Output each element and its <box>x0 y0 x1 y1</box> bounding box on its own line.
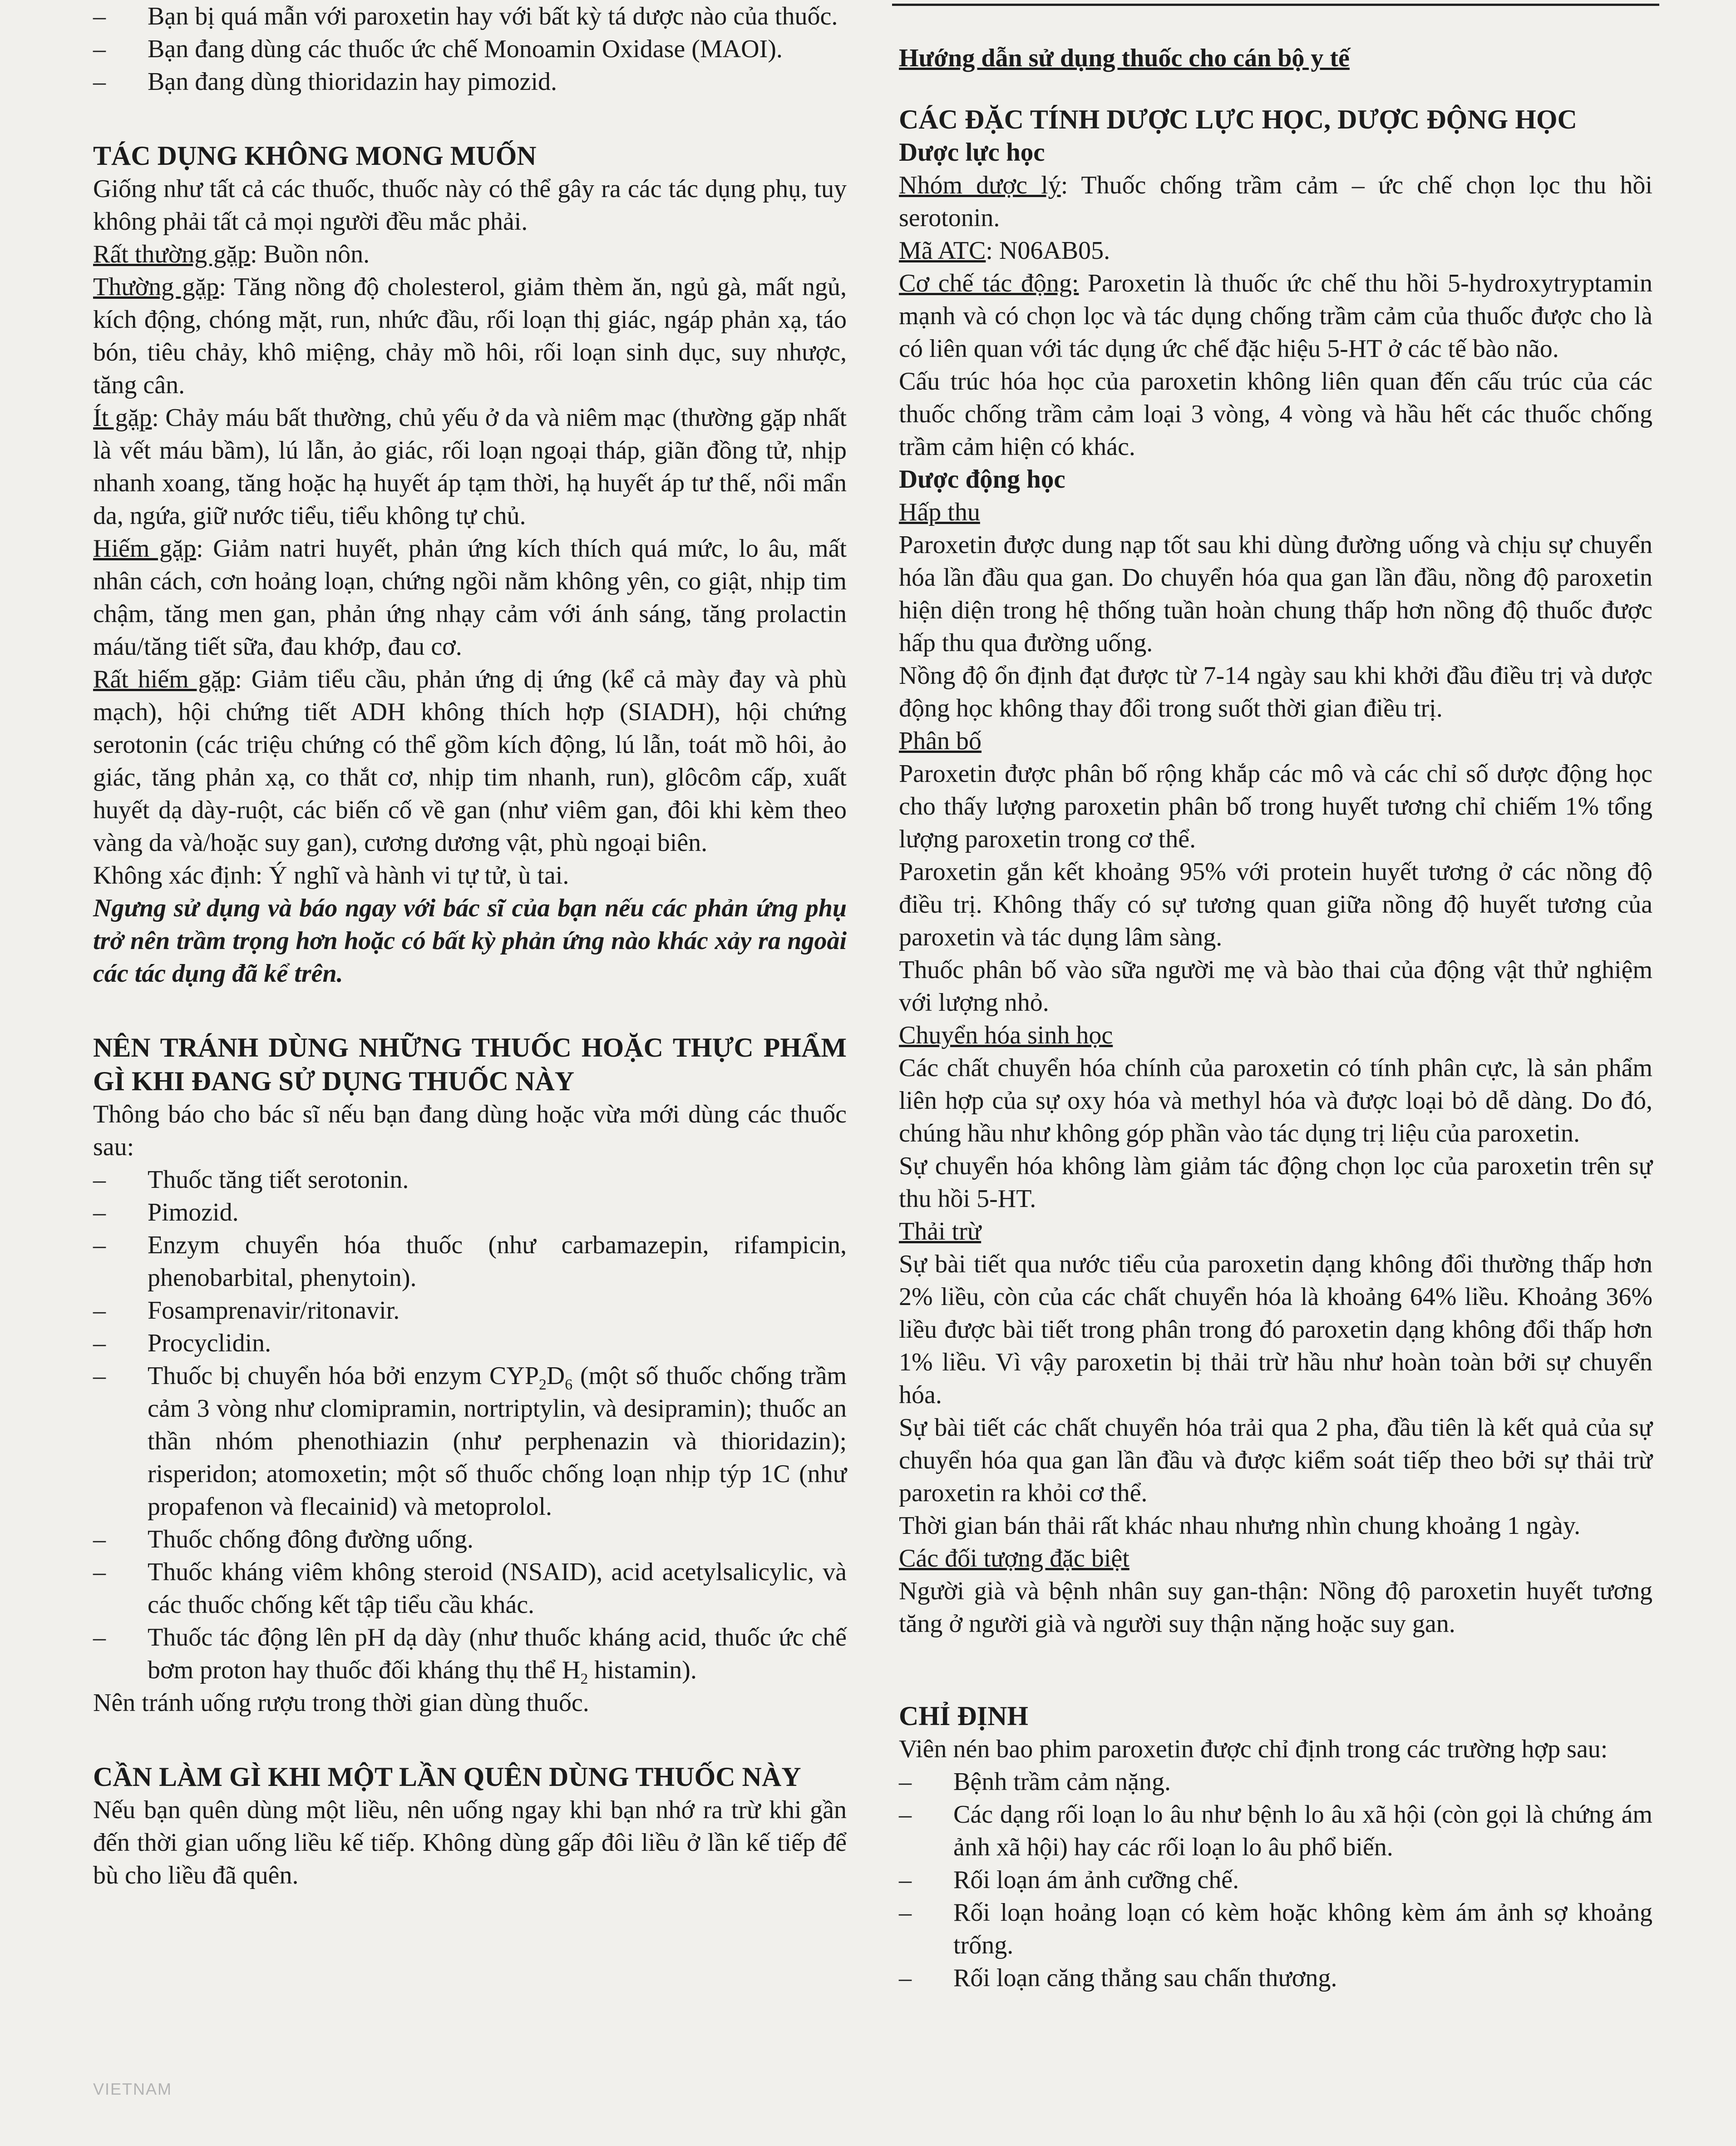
atc-code: Mã ATC: N06AB05. <box>899 237 1110 265</box>
structure-note: Cấu trúc hóa học của paroxetin không liên quan đến cấu trúc của các thuốc chống trầm cảm loại 3 vòng, 4 vòng và hầu hết các thuốc chống trầm cảm hiện có khác. <box>899 367 1652 461</box>
properties-title: CÁC ĐẶC TÍNH DƯỢC LỰC HỌC, DƯỢC ĐỘNG HỌC <box>899 104 1577 134</box>
metabolism-label: Chuyển hóa sinh học <box>899 1021 1113 1049</box>
missed-dose-text: Nếu bạn quên dùng một liều, nên uống ngay khi bạn nhớ ra trừ khi gần đến thời gian uống liều kế tiếp. Không dùng gấp đôi liều ở lần kế tiếp để bù cho liều đã quên. <box>93 1796 847 1889</box>
missed-dose-title: CẦN LÀM GÌ KHI MỘT LẦN QUÊN DÙNG THUỐC NÀY <box>93 1762 801 1792</box>
list-item: – Rối loạn hoảng loạn có kèm hoặc không kèm ám ảnh sợ khoảng trống. <box>899 1899 1652 1959</box>
uncommon-effects: Ít gặp: Chảy máu bất thường, chủ yếu ở da và niêm mạc (thường gặp nhất là vết máu bầm), lú lẫn, ảo giác, rối loạn ngoại tháp, giãn đồng tử, nhịp nhanh xoang, tăng hoặc hạ huyết áp tạm thời, hạ huyết áp tư thế, nổi mẩn da, ngứa, giữ nước tiểu, tiểu không tự chủ. <box>93 404 847 530</box>
professional-header: Hướng dẫn sử dụng thuốc cho cán bộ y tế <box>899 44 1350 72</box>
metabolism-text: Các chất chuyển hóa chính của paroxetin có tính phân cực, là sản phẩm liên hợp của sự oxy hóa và methyl hóa và được loại bỏ dễ dàng. Do đó, chúng hầu như không góp phần vào tác dụng trị liệu của paroxetin. <box>899 1054 1652 1147</box>
metabolism-text: Sự chuyển hóa không làm giảm tác động chọn lọc của paroxetin trên sự thu hồi 5-HT. <box>899 1152 1652 1213</box>
pharmacodynamics-title: Dược lực học <box>899 138 1045 167</box>
list-item: – Thuốc tác động lên pH dạ dày (như thuốc kháng acid, thuốc ức chế bơm proton hay thuốc đối kháng thụ thể $H_2$ histamin). <box>93 1623 847 1688</box>
very-common-effects: Rất thường gặp: Buồn nôn. <box>93 240 370 268</box>
unknown-effects: Không xác định: Ý nghĩ và hành vi tự tử, ù tai. <box>93 861 569 890</box>
list-item: – Procyclidin. <box>93 1329 271 1357</box>
indications-intro: Viên nén bao phim paroxetin được chỉ định trong các trường hợp sau: <box>899 1735 1608 1763</box>
list-item: – Rối loạn căng thẳng sau chấn thương. <box>899 1964 1337 1992</box>
pharmacokinetics-title: Dược động học <box>899 465 1065 494</box>
stop-warning: Ngưng sử dụng và báo ngay với bác sĩ của bạn nếu các phản ứng phụ trở nên trầm trọng hơn hoặc có bất kỳ phản ứng nào khác xảy ra ngoài các tác dụng đã kể trên. <box>93 894 847 988</box>
left-column <box>93 0 847 1892</box>
list-item: – Enzym chuyển hóa thuốc (như carbamazepin, rifampicin, phenobarbital, phenytoin). <box>93 1231 847 1292</box>
absorption-text: Paroxetin được dung nạp tốt sau khi dùng đường uống và chịu sự chuyển hóa lần đầu qua gan. Do chuyển hóa qua gan lần đầu, nồng độ paroxetin hiện diện trong hệ thống tuần hoàn chung thấp hơn nồng độ thuốc được hấp thu qua đường uống. <box>899 531 1652 657</box>
list-item: – Thuốc chống đông đường uống. <box>93 1525 473 1553</box>
absorption-label: Hấp thu <box>899 498 980 526</box>
list-item: – Fosamprenavir/ritonavir. <box>93 1296 400 1325</box>
absorption-text: Nồng độ ổn định đạt được từ 7-14 ngày sau khi khởi đầu điều trị và dược động học không thay đổi trong suốt thời gian điều trị. <box>899 662 1652 722</box>
distribution-label: Phân bố <box>899 727 981 755</box>
list-item: – Các dạng rối loạn lo âu như bệnh lo âu xã hội (còn gọi là chứng ám ảnh xã hội) hay các rối loạn lo âu phổ biến. <box>899 1800 1652 1861</box>
list-item: – Bạn đang dùng các thuốc ức chế Monoamin Oxidase (MAOI). <box>93 35 783 63</box>
elimination-label: Thải trừ <box>899 1217 981 1246</box>
indications-title: CHỈ ĐỊNH <box>899 1701 1029 1731</box>
elimination-text: Sự bài tiết các chất chuyển hóa trải qua 2 pha, đầu tiên là kết quả của sự chuyển hóa qua gan lần đầu và được kiểm soát tiếp theo bởi sự thải trừ paroxetin ra khỏi cơ thể. <box>899 1414 1652 1507</box>
distribution-text: Thuốc phân bố vào sữa người mẹ và bào thai của động vật thử nghiệm với lượng nhỏ. <box>899 956 1652 1017</box>
mechanism: Cơ chế tác động: Paroxetin là thuốc ức chế thu hồi 5-hydroxytryptamin mạnh và có chọn lọc và tác dụng chống trầm cảm của thuốc được cho là có liên quan với tác dụng ức chế đặc hiệu 5-HT ở các tế bào não. <box>899 269 1652 363</box>
list-item: – Pimozid. <box>93 1198 239 1226</box>
rare-effects: Hiếm gặp: Giảm natri huyết, phản ứng kích thích quá mức, lo âu, mất nhân cách, cơn hoảng loạn, chứng ngồi nằm không yên, co giật, nhịp tim chậm, tăng men gan, phản ứng nhạy cảm với ánh sáng, tăng prolactin máu/tăng tiết sữa, đau khớp, đau cơ. <box>93 534 847 661</box>
indication-list <box>899 1765 1652 1994</box>
side-effects-title: TÁC DỤNG KHÔNG MONG MUỐN <box>93 141 537 171</box>
list-item: – Bạn bị quá mẫn với paroxetin hay với bất kỳ tá dược nào của thuốc. <box>93 2 838 30</box>
interactions-title: NÊN TRÁNH DÙNG NHỮNG THUỐC HOẶC THỰC PHẨM GÌ KHI ĐANG SỬ DỤNG THUỐC NÀY <box>93 1033 847 1096</box>
distribution-text: Paroxetin được phân bố rộng khắp các mô và các chỉ số dược động học cho thấy lượng paroxetin phân bố trong huyết tương chỉ chiếm 1% tổng lượng paroxetin trong cơ thể. <box>899 760 1652 853</box>
list-item: – Thuốc bị chuyển hóa bởi enzym $CYP_2D_6$ (một số thuốc chống trầm cảm 3 vòng như clomipramin, nortriptylin, và desipramin); thuốc an thần nhóm phenothiazin (như perphenazin và thioridazin); risperidon; atomoxetin; một số thuốc chống loạn nhịp týp 1C (như propafenon và flecainid) và metoprolol. <box>93 1362 847 1521</box>
interaction-list <box>93 1163 847 1686</box>
list-item: – Thuốc kháng viêm không steroid (NSAID), acid acetylsalicylic, và các thuốc chống kết tập tiểu cầu khác. <box>93 1558 847 1619</box>
common-effects: Thường gặp: Tăng nồng độ cholesterol, giảm thèm ăn, ngủ gà, mất ngủ, kích động, chóng mặt, run, nhức đầu, rối loạn thị giác, ngáp phản xạ, táo bón, tiêu chảy, khô miệng, chảy mồ hôi, rối loạn sinh dục, suy nhược, tăng cân. <box>93 273 847 399</box>
distribution-text: Paroxetin gắn kết khoảng 95% với protein huyết tương ở các nồng độ điều trị. Không thấy có sự tương quan giữa nồng độ huyết tương của paroxetin và tác dụng lâm sàng. <box>899 858 1652 951</box>
special-populations-label: Các đối tượng đặc biệt <box>899 1544 1129 1572</box>
elimination-text: Sự bài tiết qua nước tiểu của paroxetin dạng không đổi thường thấp hơn 2% liều, còn của các chất chuyển hóa là khoảng 64% liều. Khoảng 36% liều được bài tiết trong phân trong đó paroxetin dạng không đổi thấp hơn 1% liều. Vì vậy paroxetin bị thải trừ hầu như hoàn toàn bởi sự chuyển hóa. <box>899 1250 1652 1409</box>
special-populations-text: Người già và bệnh nhân suy gan-thận: Nồng độ paroxetin huyết tương tăng ở người già và người suy thận nặng hoặc suy gan. <box>899 1577 1652 1638</box>
list-item: – Bệnh trầm cảm nặng. <box>899 1768 1171 1796</box>
list-item: – Thuốc tăng tiết serotonin. <box>93 1166 409 1194</box>
list-item: – Rối loạn ám ảnh cưỡng chế. <box>899 1866 1239 1894</box>
very-rare-effects: Rất hiếm gặp: Giảm tiểu cầu, phản ứng dị ứng (kể cả mày đay và phù mạch), hội chứng tiết ADH không thích hợp (SIADH), hội chứng serotonin (các triệu chứng có thể gồm kích động, lú lẫn, toát mồ hôi, ảo giác, tăng phản xạ, co thắt cơ, nhịp tim nhanh, run), glôcôm cấp, xuất huyết dạ dày-ruột, các biến cố về gan (như viêm gan, đôi khi kèm theo vàng da và/hoặc suy gan), cương dương vật, phù ngoại biên. <box>93 665 847 857</box>
elimination-text: Thời gian bán thải rất khác nhau nhưng nhìn chung khoảng 1 ngày. <box>899 1512 1581 1540</box>
side-effects-intro: Giống như tất cả các thuốc, thuốc này có thể gây ra các tác dụng phụ, tuy không phải tất cả mọi người đều mắc phải. <box>93 175 847 236</box>
interactions-intro: Thông báo cho bác sĩ nếu bạn đang dùng hoặc vừa mới dùng các thuốc sau: <box>93 1100 847 1161</box>
alcohol-note: Nên tránh uống rượu trong thời gian dùng thuốc. <box>93 1689 589 1717</box>
watermark-text: VIETNAM <box>93 2080 173 2098</box>
pharmacological-group: Nhóm dược lý: Thuốc chống trầm cảm – ức chế chọn lọc thu hồi serotonin. <box>899 171 1652 232</box>
contraindication-list <box>93 0 847 98</box>
right-column <box>899 0 1652 1994</box>
list-item: – Bạn đang dùng thioridazin hay pimozid. <box>93 68 557 96</box>
